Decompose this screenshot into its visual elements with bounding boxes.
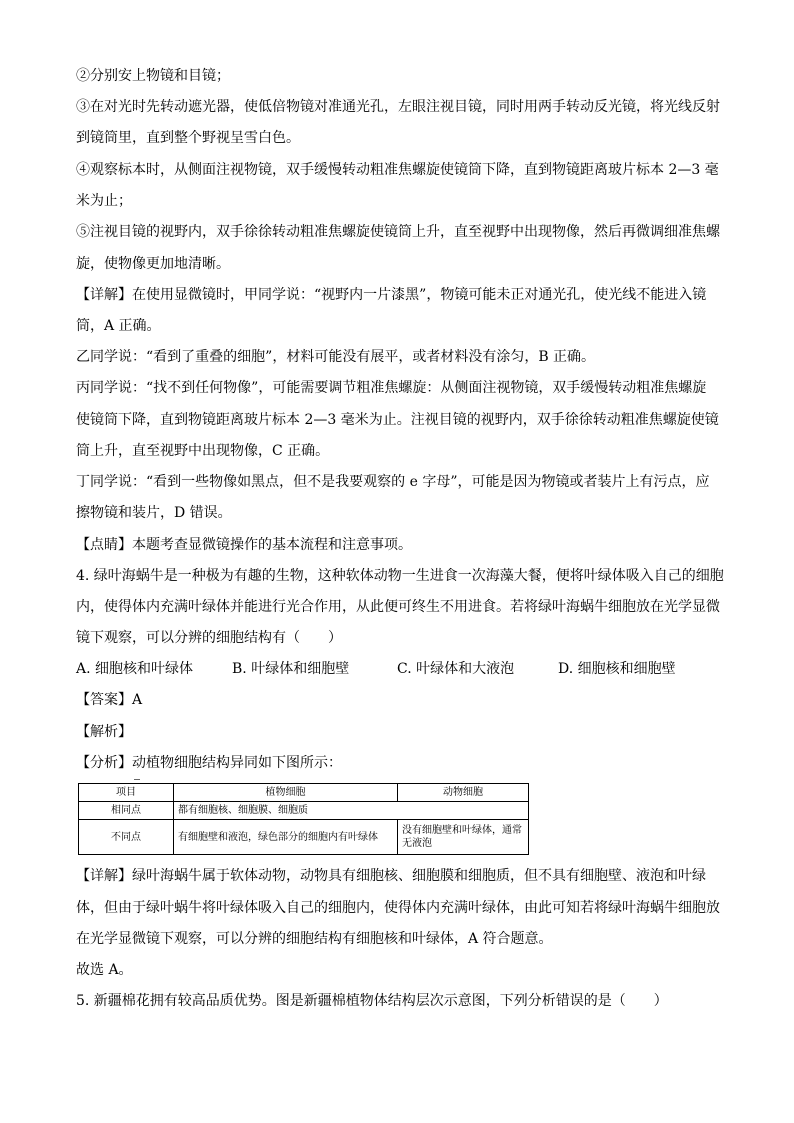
row-label-differences: 不同点 bbox=[79, 820, 174, 855]
differences-plant: 有细胞壁和液泡，绿色部分的细胞内有叶绿体 bbox=[174, 820, 398, 855]
table-header-row bbox=[79, 784, 529, 802]
student-b-text: 乙同学说：“看到了重叠的细胞”，材料可能没有展平，或者材料没有涂匀，B 正确。 bbox=[76, 349, 596, 365]
detail-q4-cont2: 在光学显微镜下观察，可以分辨的细胞结构有细胞核和叶绿体，A 符合题意。 bbox=[76, 931, 553, 947]
step-3-text-cont: 到镜筒里，直到整个野视呈雪白色。 bbox=[76, 130, 300, 146]
student-c-text-cont2: 筒上升，直至视野中出现物像，C 正确。 bbox=[76, 443, 330, 459]
detail-paragraph: 【详解】在使用显微镜时，甲同学说：“视野内一片漆黑”，物镜可能未正对通光孔，使光线不能进入镜 bbox=[76, 287, 707, 303]
detail-q4-cont: 体，但由于绿叶蜗牛将叶绿体吸入自己的细胞内，使得体内充满叶绿体，由此可知若将绿叶海蜗牛细胞放 bbox=[76, 900, 720, 916]
table-row-differences bbox=[79, 820, 529, 855]
step-5-text-cont: 旋，使物像更加地清晰。 bbox=[76, 256, 230, 272]
step-4-text: ④观察标本时，从侧面注视物镜，双手缓慢转动粗准焦螺旋使镜筒下降，直到物镜距离玻片标本 2—3 毫 bbox=[76, 162, 719, 178]
row-label-similarities: 相同点 bbox=[79, 802, 174, 820]
student-c-text: 丙同学说：“找不到任何物像”，可能需要调节粗准焦螺旋：从侧面注视物镜，双手缓慢转动粗准焦螺旋 bbox=[76, 380, 707, 396]
option-a: A. 细胞核和叶绿体 bbox=[76, 661, 194, 677]
student-c-text-cont: 使镜筒下降，直到物镜距离玻片标本 2—3 毫米为止。注视目镜的视野内，双手徐徐转动粗准焦螺旋使镜 bbox=[76, 412, 719, 428]
table-corner-mark bbox=[134, 779, 140, 782]
analysis-label: 【解析】 bbox=[76, 724, 132, 740]
step-5-text: ⑤注视目镜的视野内，双手徐徐转动粗准焦螺旋使镜筒上升，直至视野中出现物像，然后再微调细准焦螺 bbox=[76, 224, 720, 240]
question-4-stem: 4. 绿叶海蜗牛是一种极为有趣的生物，这种软体动物一生进食一次海藻大餐，便将叶绿体吸入自己的细胞 bbox=[76, 568, 724, 584]
question-4-stem-cont: 内，使得体内充满叶绿体并能进行光合作用，从此便可终生不用进食。若将绿叶海蜗牛细胞放在光学显微 bbox=[76, 599, 720, 615]
question-5-stem: 5. 新疆棉花拥有较高品质优势。图是新疆棉植物体结构层次示意图，下列分析错误的是（ ） bbox=[76, 993, 668, 1009]
detail-paragraph-cont: 筒，A 正确。 bbox=[76, 318, 161, 334]
option-c: C. 叶绿体和大液泡 bbox=[397, 661, 515, 677]
header-animal-cell: 动物细胞 bbox=[398, 784, 529, 802]
cell-comparison-table bbox=[78, 783, 529, 855]
table-row-similarities bbox=[79, 802, 529, 820]
answer-label: 【答案】A bbox=[76, 692, 143, 708]
step-3-text: ③在对光时先转动遮光器，使低倍物镜对准通光孔，左眼注视目镜，同时用两手转动反光镜，将光线反射 bbox=[76, 99, 720, 115]
detail-q4: 【详解】绿叶海蜗牛属于软体动物，动物具有细胞核、细胞膜和细胞质，但不具有细胞壁、液泡和叶绿 bbox=[76, 868, 706, 884]
differences-animal: 没有细胞壁和叶绿体，通常无液泡 bbox=[398, 820, 529, 855]
student-d-text-cont: 擦物镜和装片，D 错误。 bbox=[76, 505, 232, 521]
analysis-intro: 【分析】动植物细胞结构异同如下图所示： bbox=[76, 755, 342, 771]
similarities-value: 都有细胞核、细胞膜、细胞质 bbox=[174, 802, 529, 820]
question-4-stem-cont2: 镜下观察，可以分辨的细胞结构有（ ） bbox=[76, 630, 342, 646]
key-point-text: 【点睛】本题考查显微镜操作的基本流程和注意事项。 bbox=[76, 537, 412, 553]
student-d-text: 丁同学说：“看到一些物像如黑点，但不是我要观察的 e 字母”，可能是因为物镜或者装片上有污点，应 bbox=[76, 474, 710, 490]
choose-answer: 故选 A。 bbox=[76, 962, 133, 978]
header-plant-cell: 植物细胞 bbox=[174, 784, 398, 802]
step-2-text: ②分别安上物镜和目镜； bbox=[76, 68, 230, 84]
option-d: D. 细胞核和细胞壁 bbox=[558, 661, 676, 677]
header-item: 项目 bbox=[79, 784, 174, 802]
option-b: B. 叶绿体和细胞壁 bbox=[232, 661, 350, 677]
step-4-text-cont: 米为止； bbox=[76, 193, 132, 209]
